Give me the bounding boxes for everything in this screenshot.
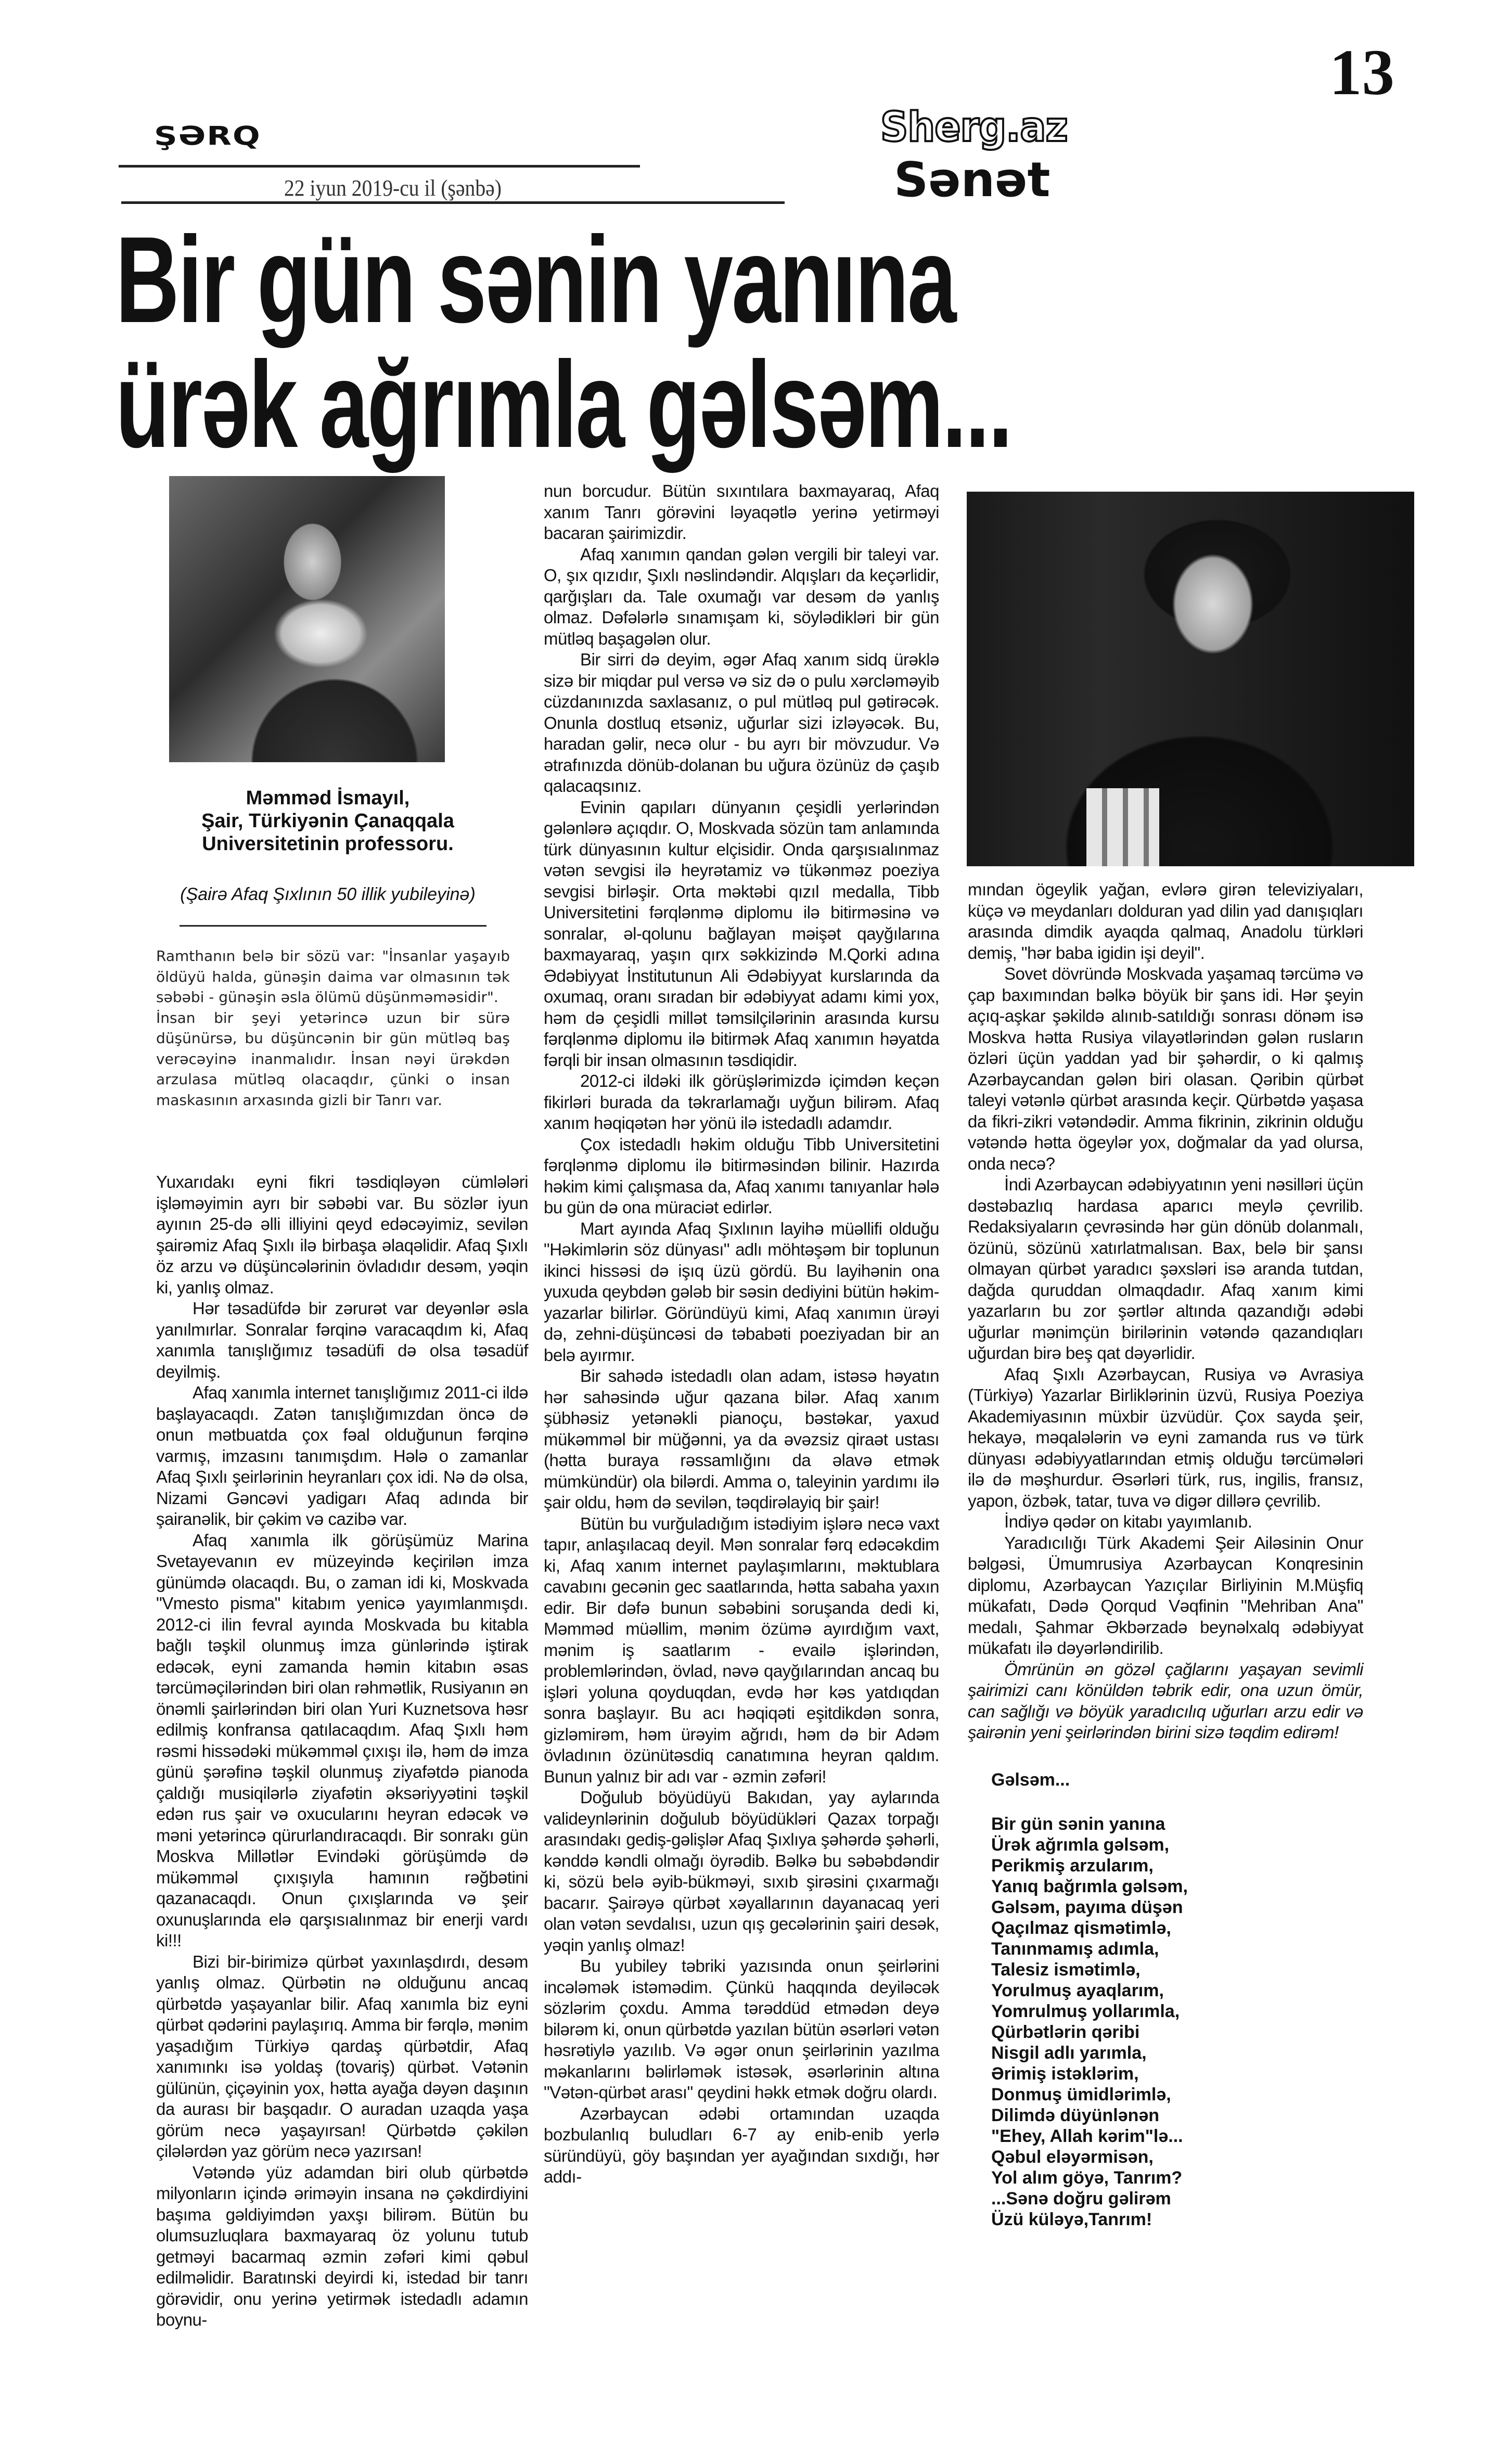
- poem-line: Yol alım göyə, Tanrım?: [991, 2167, 1183, 2188]
- poem-line: "Ehey, Allah kərim"lə...: [991, 2126, 1183, 2146]
- section-label: Sənət: [894, 152, 1051, 208]
- author-byline: [172, 787, 484, 855]
- header-rule-top: [119, 165, 640, 168]
- headline-line-2: ürək ağrımla gəlsəm...: [116, 336, 1011, 473]
- poem-title: Gəlsəm...: [991, 1769, 1070, 1790]
- dedication-rule: [180, 925, 486, 927]
- article-paragraph: Bizi bir-birimizə qürbət yaxınlaşdırdı, desəm yanlış olmaz. Qürbətin nə olduğunu ancaq qürbətdə yaşayanlar bilir. Afaq xanımla biz eyni qürbət qədərini paylaşırıq. Amma bir fərqlə, mənim yaşadığım Türkiyə qardaş qürbətdir, Afaq xanımınkı isə yoldaş (tovariş) qürbət. Vətənin gülünün, çiçəyinin yox, hətta ayağa dəyən daşının da aurası bir başqadır. O auradan uzaqda yaşa görüm necə yaşayırsan! Qürbətdə çəkilən çilələrdən yaz görüm necə yazırsan!: [156, 1952, 528, 2161]
- article-paragraph: Bir sirri də deyim, əgər Afaq xanım sidq ürəklə sizə bir miqdar pul versə və siz də o pulu xərcləməyib cüzdanınızda saxlasanız, o pul mütləq pul gətirəcək. Onunla dostluq etsəniz, uğurlar sizi izləyəcək. Bu, haradan gəlir, necə olur - bu ayrı bir mövzudur. Və ətrafınızda dönüb-dolanan bu uğura özünüz də çaşıb qalacaqsınız.: [544, 650, 939, 795]
- epigraph-paragraph: Ramthanın belə bir sözü var: "İnsanlar yaşayıb öldüyü halda, günəşin daima var olmasının tək səbəbi - günəşin əsla ölümü düşünməməsidir".: [156, 947, 510, 1006]
- article-paragraph: Bütün bu vurğuladığım istədiyim işlərə necə vaxt tapır, anlaşılacaq deyil. Mən sonralar fərq edəcəkdim ki, Afaq xanım internet paylaşımlarını, məktublara cavabını gecənin gec saatlarında, hətta sabaha yaxın edir. Bir dəfə bunun səbəbini soruşanda dedi ki, Məmməd müəllim, mənim özümə ayırdığım vaxt, mənim iş saatlarım - evailə işlərindən, problemlərindən, övlad, nəvə qayğılarından ancaq bu işləri yoluna qoyduqdan, evdə hər kəs yatdıqdan sonra başlayır. Bu acı həqiqəti eşitdikdən sonra, gizləmirəm, həm ürəyim ağrıdı, həm də bir Adəm övladının özünütəsdiq canatımına heyran qaldım. Bunun yalnız bir adı var - əzmin zəfəri!: [544, 1513, 939, 1786]
- article-paragraph: Doğulub böyüdüyü Bakıdan, yay aylarında valideynlərinin doğulub böyüdükləri Qazax torpağı arasındakı gediş-gəlişlər Afaq Şıxlıya şəhərdə şəhərli, kənddə kəndli olmağı öyrədib. Bəlkə bu səbəbdəndir ki, sözü belə əyib-bükməyi, sıxıb şirəsini çıxarmağı bacarır. Şairəyə qürbət xəyallarının dayanacaq yeri olan vətən sevdalısı, uzun qış gecələrinin şairi desək, yəqin yanlış olmaz!: [544, 1788, 939, 1955]
- author-name: Məmməd İsmayıl,: [246, 787, 410, 809]
- article-paragraph: mından ögeylik yağan, evlərə girən televiziyaları, küçə və meydanları dolduran yad dilin yad danışıqları arasında dimdik ayaqda qalmaq, Anadolu türkləri demiş, "hər baba igidin işi deyil".: [968, 880, 1363, 962]
- article-paragraph: Bir sahədə istedadlı olan adam, istəsə həyatın hər sahəsində uğur qazana bilər. Afaq xanım şübhəsiz yetənəkli pianoçu, bəstəkar, yaxud mükəmməl bir müğənni, ya da əvəzsiz qiraət ustası (hətta buraya rəssamlığını da əlavə etmək mümkündür) ola bilərdi. Amma o, taleyinin yardımı ilə şair oldu, həm də sevilən, təqdirəlayiq bir şair!: [544, 1366, 939, 1512]
- poem-line: Qaçılmaz qismətimlə,: [991, 1918, 1171, 1938]
- article-column-1: [156, 1172, 528, 2331]
- article-paragraph: Hər təsadüfdə bir zərurət var deyənlər əsla yanılmırlar. Sonralar fərqinə varacaqdım ki, Afaq xanımla tanışlığımız təsadüfi də olsa təsadüf deyilmiş.: [156, 1299, 528, 1381]
- closing-greeting: Ömrünün ən gözəl çağlarını yaşayan sevimli şairimizi canı könüldən təbrik edir, ona uzun ömür, can sağlığı və böyük yaradıcılıq uğurları arzu edir və şairənin yeni şeirlərindən birini sizə təqdim edirəm!: [968, 1659, 1363, 1742]
- poem-line: Tanınmamış adımla,: [991, 1939, 1159, 1959]
- poem-line: Bir gün sənin yanına: [991, 1814, 1165, 1834]
- author-title: Şair, Türkiyənin Çanaqqala: [201, 810, 454, 832]
- epigraph: [156, 946, 510, 1110]
- poem-line: Qəbul eləyərmisən,: [991, 2147, 1154, 2167]
- author-affiliation: Universitetinin professoru.: [202, 833, 454, 855]
- article-paragraph: Azərbaycan ədəbi ortamından uzaqda bozbulanlıq buludları 6-7 ay enib-enib yerlə süründüyü, göy başından yer ayağından sıxdığı, hər addı-: [544, 2103, 939, 2186]
- poem-line: Yomrulmuş yollarımla,: [991, 2001, 1180, 2021]
- article-paragraph: Sovet dövründə Moskvada yaşamaq tərcümə və çap baxımından bəlkə böyük bir şans idi. Hər şeyin açıq-aşkar şəkildə alınıb-satıldığı sonrası dönəm isə Moskva hətta Rusiya vilayətlərindən gələn rusların özləri üçün yaddan yad bir şəhərdir, o ki qalmış Azərbaycandan gələn biri olasan. Qəribin qürbət taleyi vətənlə qürbət arasında keçir. Qürbətdə yaşasa da fikri-zikri vətəndədir. Amma fikrinin, zikrinin olduğu vətəndə hətta ögeylər yox, doğmalar da yad olursa, onda necə?: [968, 964, 1363, 1173]
- poem-line: Talesiz ismətimlə,: [991, 1959, 1141, 1980]
- article-paragraph: Mart ayında Afaq Şıxlının layihə müəllifi olduğu "Həkimlərin söz dünyası" adlı möhtəşəm bir toplunun ikinci hissəsi də işıq üzü gördü. Bu layihənin ona yuxuda qeybdən gələb bir səsin dediyini bütün həkim-yazarlar bilirlər. Göründüyü kimi, Afaq xanımın ürəyi də, zehni-düşüncəsi də təbabəti poeziyadan bir an belə ayırmır.: [544, 1218, 939, 1365]
- article-column-3: [968, 879, 1363, 2230]
- poem-line: Perikmiş arzularım,: [991, 1855, 1154, 1876]
- epigraph-paragraph: İnsan bir şeyi yetərincə uzun bir sürə düşünürsə, bu düşüncənin bir gün mütləq baş verəcəyinə inanmalıdır. İnsan nəyi ürəkdən arzulasa mütləq olacaqdır, çünki o insan maskasının arxasında gizli bir Tanrı var.: [156, 1009, 510, 1109]
- poem-line: Ərimiş istəklərim,: [991, 2063, 1139, 2084]
- poem-line: Nisgil adlı yarımla,: [991, 2043, 1147, 2063]
- article-paragraph: İndiyə qədər on kitabı yayımlanıb.: [1004, 1512, 1252, 1531]
- poem-lines: [991, 1814, 1363, 2230]
- poem-line: Ürək ağrımla gəlsəm,: [991, 1834, 1170, 1855]
- poem-line: Gəlsəm, payıma düşən: [991, 1897, 1183, 1917]
- poet-photo: [967, 492, 1414, 866]
- poem-line: Üzü küləyə,Tanrım!: [991, 2209, 1152, 2229]
- article-paragraph: Afaq Şıxlı Azərbaycan, Rusiya və Avrasiya (Türkiyə) Yazarlar Birliklərinin üzvü, Rusiya Poeziya Akademiyasının müxbir üzvüdür. Çox sayda şeir, hekayə, məqalələrin və eyni zamanda rus və türk dünyası ədəbiyyatlarından etmiş olduğu tərcümələri ilə də məşhurdur. Əsərləri türk, rus, ingilis, fransız, yapon, özbək, tatar, tuva və digər dillərə çevrilib.: [968, 1364, 1363, 1510]
- article-paragraph: Yaradıcılığı Türk Akademi Şeir Ailəsinin Onur bəlgəsi, Ümumrusiya Azərbaycan Konqresinin diplomu, Azərbaycan Yazıçılar Birliyinin M.Müşfiq mükafatı, Dədə Qorqud Vəqfinin "Mehriban Ana" medalı, Şahmar Əkbərzadə beynəlxalq ədəbiyyat mükafatı ilə dəyərləndirilib.: [968, 1533, 1363, 1658]
- article-paragraph: 2012-ci ildəki ilk görüşlərimizdə içimdən keçən fikirləri burada da təkrarlamağı uyğun bilirəm. Afaq xanım həqiqətən hər yönü ilə istedadlı adamdır.: [544, 1071, 939, 1133]
- newspaper-logo: ŞƏRQ: [154, 121, 261, 151]
- issue-date: 22 iyun 2019-cu il (şənbə): [284, 175, 502, 201]
- poem-line: Qürbətlərin qəribi: [991, 2022, 1140, 2042]
- water-bottles: [1086, 788, 1159, 866]
- article-paragraph: Evinin qapıları dünyanın çeşidli yerlərindən gələnlərə açıqdır. O, Moskvada sözün tam anlamında türk dünyasının kultur elçisidir. Onda qarşısıalınmaz vətən sevgisi ilə heyrətamiz və tükənməz poeziya sevgisi birləşir. Orta məktəbi qızıl medalla, Tibb Universitetini fərqlənmə diplomu ilə bitirməsinə və sonralar, əl-qolunu bağlayan məişət qayğılarına baxmayaraq, yaşın qırx səkkizində M.Qorki adına Ədəbiyyat İnstitutunun Ali Ədəbiyyat kurslarında da oxumaq, oranı sıradan bir ədəbiyyat adamı kimi yox, həm də çeşidli millət təmsilçilərinin arasında kursu fərqlənmə diplomu ilə bitirmək Afaq xanımın həyatda fərqli bir insan olmasının təsdiqidir.: [544, 797, 939, 1070]
- article-paragraph: Çox istedadlı həkim olduğu Tibb Universitetini fərqlənmə diplomu ilə bitirməsindən bilinir. Hazırda həkim kimi çalışmasa da, Afaq xanımı tanıyanlar hələ bu gün də ona müraciət edirlər.: [544, 1134, 939, 1217]
- poem-line: Dilimdə düyünlənən: [991, 2105, 1160, 2125]
- poem: [991, 1769, 1363, 2230]
- poem-line: Yorulmuş ayaqlarım,: [991, 1980, 1164, 2000]
- article-paragraph: Afaq xanımla ilk görüşümüz Marina Svetayevanın ev müzeyində keçirilən imza günümdə olacaqdı. Bu, o zaman idi ki, Moskvada "Vmesto pisma" kitabım yenicə yayımlanmışdı. 2012-ci ilin fevral ayında Moskvada bu kitabla bağlı təşkil olunmuş imza günlərində iştirak edəcək, eyni zamanda həmin kitabın əsas tərcüməçilərindən biri olan rəhmətlik, Rusiyanın ən önəmli şairlərindən biri olan Yuri Kuznetsova həsr edilmiş konfransa qatılacaqdım. Afaq Şıxlı həm rəsmi hissədəki mükəmməl çıxışı ilə, həm də imza günü şərəfinə təşkil olunmuş ziyafətdə pianoda çaldığı musiqilərlə ziyafətin əksəriyyətini təşkil edən rus şair və oxucularını heyran edəcək və məni yetərincə qürurlandıracaqdı. Bir sonrakı gün Moskva Millətlər Evindəki görüşümdə də mükəmməl çıxışıyla hamının rəğbətini qazanacaqdı. Onun çıxışlarında və şeir oxunuşlarında elə qarşısıalınmaz bir enerji vardı ki!!!: [156, 1530, 528, 1950]
- article-paragraph: Bu yubiley təbriki yazısında onun şeirlərini incələmək istəmədim. Çünkü haqqında deyiləcək sözlərim çoxdu. Amma tərəddüd etmədən deyə bilərəm ki, onun qürbətdə yazılan bütün əsərləri vətən həsrətiylə yazılıb. Və əgər onun şeirlərinin yazılma məkanlarını bəlirləmək istəsək, əsərlərinin altına "Vətən-qürbət arası" qeydini həkk etmək doğru olardı.: [544, 1956, 939, 2102]
- poem-line: Donmuş ümidlərimlə,: [991, 2084, 1171, 2104]
- poem-line: ...Sənə doğru gəlirəm: [991, 2188, 1171, 2209]
- article-paragraph: Afaq xanımın qandan gələn vergili bir taleyi var. O, şıx qızıdır, Şıxlı nəslindəndir. Alqışları da keçərlidir, qarğışları da. Tale oxumağı var desəm də yanlış olmaz. Dəfələrlə sınamışam ki, söylədikləri bir gün mütləq başagələn olur.: [544, 544, 939, 648]
- article-paragraph: İndi Azərbaycan ədəbiyyatının yeni nəsilləri üçün dəstəbazlıq hardasa aparıcı meylə çevrilib. Redaksiyaların çevrəsində hər gün dönüb dolanmalı, özünü, sözünü xatırlatmalısan. Bax, belə bir şansı olmayan qürbət yaradıcı şəxsləri isə aranda tutdan, dağda quruddan olmaqdadır. Afaq xanım kimi yazarların bu zor şərtlər altında qazandığı ədəbi uğurlar mənimçün birilərinin vətəndə qazandıqları uğurdan birə beş qat dəyərlidir.: [968, 1175, 1363, 1363]
- poem-line: Yanıq bağrımla gəlsəm,: [991, 1876, 1188, 1896]
- article-paragraph: Afaq xanımla internet tanışlığımız 2011-ci ildə başlayacaqdı. Zatən tanışlığımızdan öncə də onun mətbuatda çox fəal olduğunun fərqinə varmış, imzasını tanımışdım. Hələ o zamanlar Afaq Şıxlı şeirlərinin heyranları çox idi. Nə də olsa, Nizami Gəncəvi yadigarı Afaq adında bir şairanəlik, bir çəkim və cazibə var.: [156, 1383, 528, 1529]
- author-photo: [169, 476, 445, 762]
- article-paragraph: nun borcudur. Bütün sıxıntılara baxmayaraq, Afaq xanım Tanrı görəvini ləyaqətlə yerinə yetirməyi bacaran şairimizdir.: [544, 481, 939, 543]
- article-paragraph: Yuxarıdakı eyni fikri təsdiqləyən cümlələri işləməyimin ayrı bir səbəbi var. Bu sözlər iyun ayının 25-də əlli illiyini qeyd edəcəyimiz, sevilən şairəmiz Afaq Şıxlı ilə birbaşa əlaqəlidir. Afaq Şıxlı öz arzu və düşüncələrinin övladıdır desəm, yəqin ki, yanlış olmaz.: [156, 1172, 528, 1297]
- article-column-2: [544, 481, 939, 2188]
- website-label: Sherg.az: [880, 104, 1068, 151]
- header-rule-bottom: [121, 201, 785, 204]
- article-paragraph: Vətəndə yüz adamdan biri olub qürbətdə milyonların içində əriməyin insana nə çəkdirdiyini başıma gəldiyimdən yaxşı bilirəm. Bütün bu olumsuzluqlara baxmayaraq öz yolunu tutub getməyi bacarmaq əzmin zəfəri kimi qəbul edilməlidir. Baratınski deyirdi ki, istedad bir tanrı görəvidir, onu yerinə yetirmək istedadlı adamın boynu-: [156, 2162, 528, 2329]
- page-number: 13: [1329, 37, 1394, 109]
- dedication: (Şairə Afaq Şıxlının 50 illik yubileyinə): [180, 884, 476, 904]
- headline-line-1: Bir gün sənin yanına: [116, 211, 955, 349]
